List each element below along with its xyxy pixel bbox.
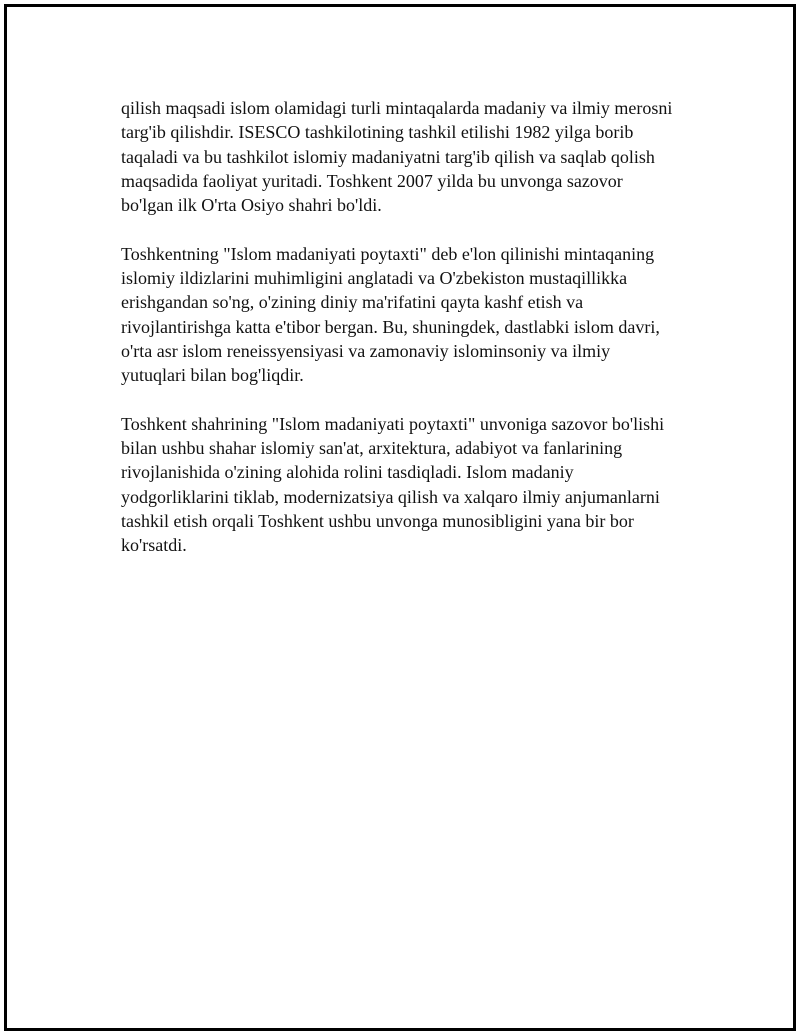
page-frame bbox=[4, 4, 796, 1031]
paragraph-3: Toshkent shahrining "Islom madaniyati poytaxti" unvoniga sazovor bo'lishi bilan ushbu shahar islomiy san'at, arxitektura, adabiyot va fanlarining rivojlanishida o'zining alohida rolini tasdiqladi. Islom madaniy yodgorliklarini tiklab, modernizatsiya qilish va xalqaro ilmiy anjumanlarni tashkil etish orqali Toshkent ushbu unvonga munosibligini yana bir bor ko'rsatdi. bbox=[121, 413, 665, 556]
document-body bbox=[121, 96, 701, 582]
paragraph-1: qilish maqsadi islom olamidagi turli mintaqalarda madaniy va ilmiy merosni targ'ib qilishdir. ISESCO tashkilotining tashkil etilishi 1982 yilga borib taqaladi va bu tashkilot islomiy madaniyatni targ'ib qilish va saqlab qolish maqsadida faoliyat yuritadi. Toshkent 2007 yilda bu unvonga sazovor bo'lgan ilk O'rta Osiyo shahri bo'ldi. bbox=[121, 98, 673, 216]
paragraph-2: Toshkentning "Islom madaniyati poytaxti" deb e'lon qilinishi mintaqaning islomiy ildizlarini muhimligini anglatadi va O'zbekiston mustaqillikka erishgandan so'ng, o'zining diniy ma'rifatini qayta kashf etish va rivojlantirishga katta e'tibor bergan. Bu, shuningdek, dastlabki islom davri, o'rta asr islom reneissyensiyasi va zamonaviy islominsoniy va ilmiy yutuqlari bilan bog'liqdir. bbox=[121, 243, 660, 386]
